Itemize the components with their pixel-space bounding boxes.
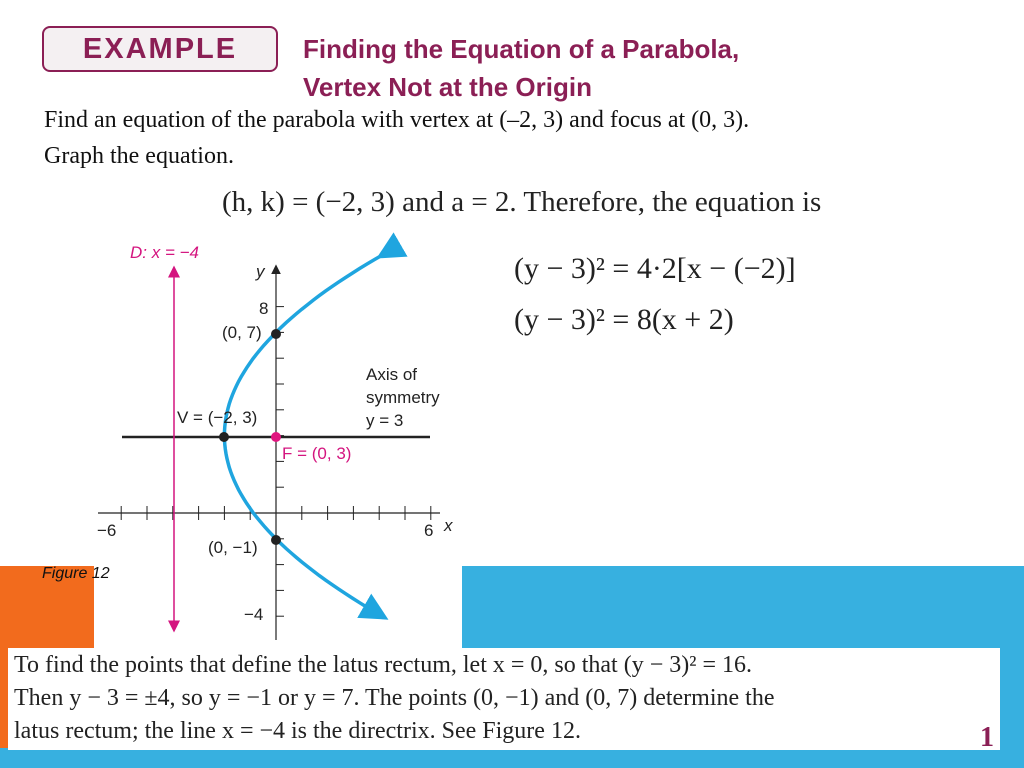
- axis-label-line1: Axis of: [366, 365, 418, 384]
- point-top-dot: [271, 329, 281, 339]
- bottom-decor-bar: [0, 748, 1024, 768]
- axis-label-line3: y = 3: [366, 411, 404, 430]
- page-number: 1: [980, 722, 994, 753]
- tick-label-neg6: −6: [97, 521, 117, 540]
- example-title-line1: Finding the Equation of a Parabola,: [303, 34, 740, 64]
- parabola-graph: [0, 0, 470, 650]
- directrix-label: D: x = −4: [130, 243, 199, 262]
- equation-line2: (y − 3)² = 8(x + 2): [514, 303, 734, 336]
- vertex-dot: [219, 432, 229, 442]
- figure-label: Figure 12: [42, 565, 110, 582]
- tick-label-neg4: −4: [244, 605, 264, 624]
- y-axis-label: y: [256, 262, 265, 281]
- tick-label-8: 8: [259, 299, 269, 318]
- explanation-line3: latus rectum; the line x = −4 is the directrix. See Figure 12.: [14, 718, 581, 744]
- parabola-curve: [224, 255, 382, 616]
- example-badge: EXAMPLE: [42, 26, 278, 72]
- equation-line1: (y − 3)² = 4·2[x − (−2)]: [514, 252, 796, 285]
- point-top-label: (0, 7): [222, 323, 262, 342]
- point-bottom-label: (0, −1): [208, 538, 258, 557]
- point-bottom-dot: [271, 535, 281, 545]
- focus-dot: [271, 432, 281, 442]
- x-axis-label: x: [444, 516, 453, 535]
- explanation-line1: To find the points that define the latus rectum, let x = 0, so that (y − 3)² = 16.: [14, 652, 752, 678]
- axis-label-line2: symmetry: [366, 388, 440, 407]
- tick-label-6: 6: [424, 521, 434, 540]
- focus-label: F = (0, 3): [282, 444, 352, 463]
- problem-text-line2: Graph the equation.: [44, 143, 234, 169]
- therefore-statement: (h, k) = (−2, 3) and a = 2. Therefore, the equation is: [222, 186, 822, 218]
- explanation-line2: Then y − 3 = ±4, so y = −1 or y = 7. The points (0, −1) and (0, 7) determine the: [14, 685, 775, 711]
- vertex-label: V = (−2, 3): [177, 408, 258, 427]
- example-title-line2: Vertex Not at the Origin: [303, 72, 592, 102]
- problem-text-line1: Find an equation of the parabola with vertex at (–2, 3) and focus at (0, 3).: [44, 107, 750, 133]
